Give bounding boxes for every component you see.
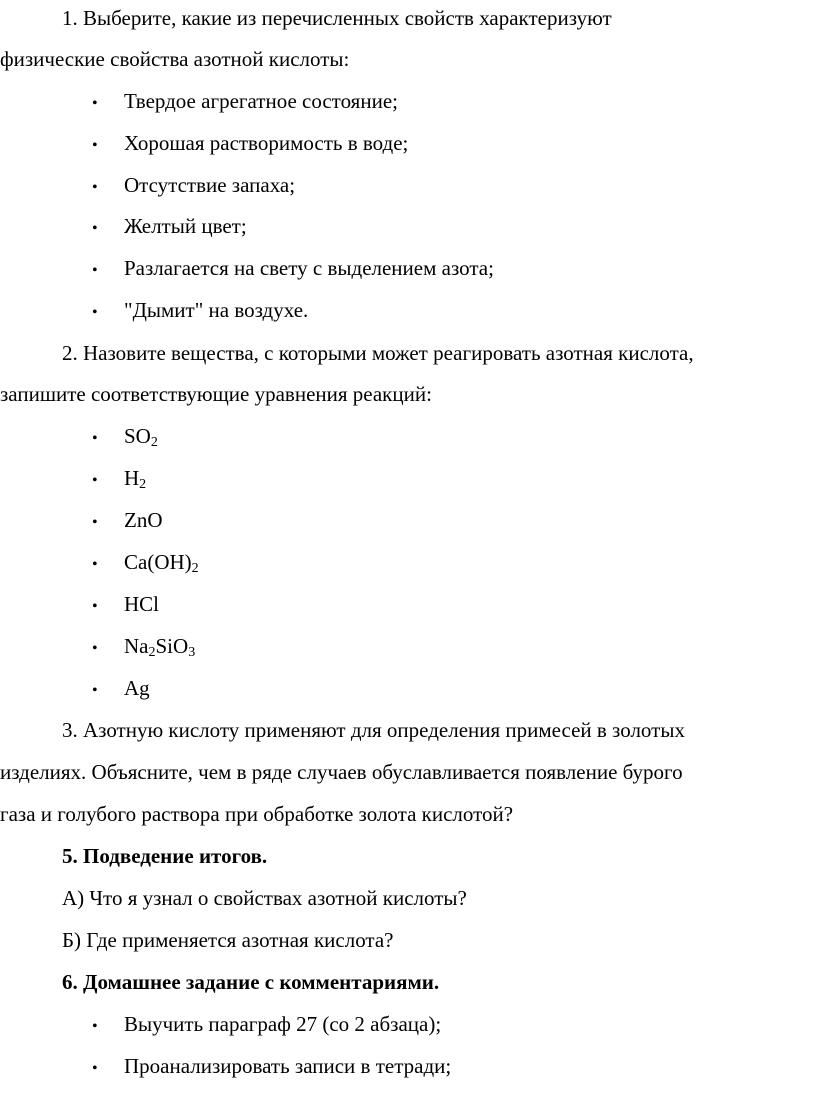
list-item [92,216,247,237]
bullet-icon: • [92,430,98,447]
bullet-icon: • [92,514,98,531]
list-item [92,1014,441,1035]
list-item [92,550,199,576]
bullet-icon: • [92,179,98,196]
list-item [92,424,158,450]
list-item [92,510,163,531]
list-item [92,466,147,492]
section5-heading: 5. Подведение итогов. [62,844,268,868]
q2-text-line1: 2. Назовите вещества, с которыми может реагировать азотная кислота, [62,341,694,365]
list-item-text: Отсутствие запаха; [124,173,296,197]
q3-text-line2: изделиях. Объясните, чем в ряде случаев обуславливается появление бурого [0,760,683,784]
list-item-text: Проанализировать записи в тетради; [124,1054,452,1078]
q1-text-line1: 1. Выберите, какие из перечисленных свойств характеризуют [62,6,612,30]
bullet-icon: • [92,137,98,154]
bullet-icon: • [92,598,98,615]
list-item [92,91,398,112]
formula-h2: $H_2$ [124,466,147,492]
bullet-icon: • [92,1060,98,1077]
formula-hcl: HCl [124,592,160,616]
bullet-icon: • [92,220,98,237]
q1-text-line2: физические свойства азотной кислоты: [0,47,350,71]
list-item [92,1056,451,1077]
list-item [92,594,159,615]
bullet-icon: • [92,640,98,657]
q2-text-line2: запишите соответствующие уравнения реакций: [0,382,432,406]
formula-ag: Ag [124,676,150,700]
list-item [92,175,295,196]
list-item [92,678,150,699]
bullet-icon: • [92,1018,98,1035]
bullet-icon: • [92,304,98,321]
list-item-text: "Дымит" на воздухе. [124,298,309,322]
list-item-text: Желтый цвет; [124,214,247,238]
formula-so2: $SO_2$ [124,424,158,450]
list-item-text: Выучить параграф 27 (со 2 абзаца); [124,1012,442,1036]
section5-question-b: Б) Где применяется азотная кислота? [62,928,394,952]
formula-zno: ZnO [124,508,163,532]
list-item-text: Разлагается на свету с выделением азота; [124,256,494,280]
bullet-icon: • [92,262,98,279]
formula-caoh2: $Ca(OH)_2$ [124,550,199,576]
q3-text-line3: газа и голубого раствора при обработке золота кислотой? [0,802,514,826]
list-item-text: Твердое агрегатное состояние; [124,89,398,113]
section6-heading: 6. Домашнее задание с комментариями. [62,970,440,994]
formula-na2sio3: $Na_2SiO_3$ [124,634,196,660]
list-item-text: Хорошая растворимость в воде; [124,131,409,155]
q3-text-line1: 3. Азотную кислоту применяют для определения примесей в золотых [62,718,685,742]
list-item [92,634,196,660]
bullet-icon: • [92,95,98,112]
list-item [92,133,408,154]
section5-question-a: А) Что я узнал о свойствах азотной кислоты? [62,886,467,910]
list-item [92,300,308,321]
bullet-icon: • [92,556,98,573]
bullet-icon: • [92,682,98,699]
list-item [92,258,494,279]
bullet-icon: • [92,472,98,489]
